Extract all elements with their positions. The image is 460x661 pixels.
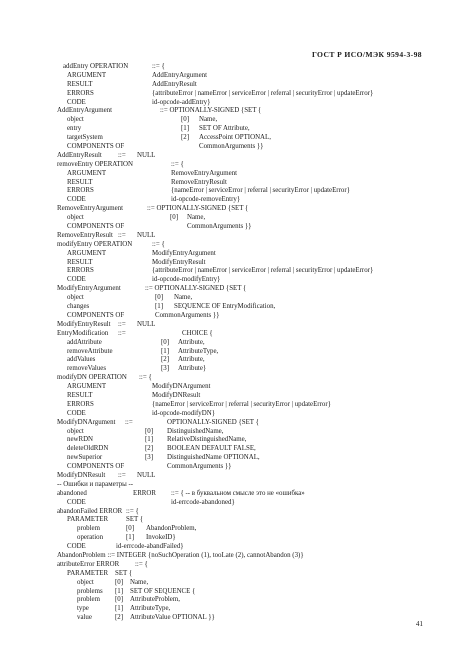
- code-token: AddEntryArgument: [57, 107, 112, 115]
- code-line: [57, 63, 437, 72]
- code-token: newRDN: [67, 436, 94, 444]
- code-line: [57, 588, 437, 597]
- code-token: addAttribute: [67, 338, 102, 346]
- code-token: [0]: [115, 596, 124, 604]
- code-token: SET OF SEQUENCE {: [130, 587, 196, 595]
- code-line: [57, 481, 437, 490]
- code-token: RemoveEntryArgument: [171, 169, 238, 177]
- code-line: [57, 508, 437, 517]
- code-token: ERRORS: [67, 89, 94, 97]
- code-line: [57, 401, 437, 410]
- code-token: ModifyEntryArgument: [152, 249, 216, 257]
- code-line: [57, 179, 437, 188]
- code-token: ::=: [118, 471, 126, 479]
- code-line: [57, 134, 437, 143]
- code-token: CommonArguments }}: [187, 223, 252, 231]
- code-token: ARGUMENT: [67, 169, 107, 177]
- code-token: object: [67, 427, 84, 435]
- code-line: [57, 294, 437, 303]
- code-token: AttributeType,: [130, 605, 171, 613]
- code-line: [57, 303, 437, 312]
- code-line: [57, 152, 437, 161]
- code-line: [57, 214, 437, 223]
- code-line: [57, 445, 437, 454]
- code-line: [57, 161, 437, 170]
- code-token: [2]: [115, 614, 124, 622]
- code-token: ::=: [118, 151, 126, 159]
- code-token: RemoveEntryArgument: [57, 205, 124, 213]
- code-line: [57, 534, 437, 543]
- code-line: [57, 107, 437, 116]
- code-token: AddEntryResult: [57, 151, 102, 159]
- code-token: ::= OPTIONALLY-SIGNED {SET {: [160, 107, 262, 115]
- code-token: ModifyEntryResult: [152, 258, 206, 266]
- code-token: CODE: [67, 276, 86, 284]
- code-token: {attributeError | nameError | serviceError | referral | securityError | updateError}: [152, 267, 374, 275]
- code-token: CODE: [67, 98, 86, 106]
- code-token: [1]: [126, 534, 135, 542]
- code-token: CommonArguments }}: [199, 143, 264, 151]
- code-token: ::= {: [139, 374, 152, 382]
- code-line: [57, 561, 437, 570]
- code-line: [57, 72, 437, 81]
- code-token: [2]: [161, 356, 170, 364]
- code-token: abandoned: [57, 489, 87, 497]
- code-line: [57, 348, 437, 357]
- code-line: [57, 170, 437, 179]
- code-token: AbandonProblem ::= INTEGER {noSuchOperation (1), tooLate (2), cannotAbandon (3)}: [57, 551, 304, 559]
- code-token: ::=: [118, 320, 126, 328]
- code-line: [57, 392, 437, 401]
- code-token: [1]: [115, 587, 124, 595]
- code-line: [57, 99, 437, 108]
- code-token: CommonArguments }}: [155, 311, 220, 319]
- code-token: [0]: [126, 525, 135, 533]
- code-token: COMPONENTS OF: [67, 311, 125, 319]
- code-token: InvokeID}: [146, 534, 176, 542]
- page-number: 41: [415, 620, 423, 628]
- code-token: ARGUMENT: [67, 71, 107, 79]
- code-token: [0]: [170, 214, 179, 222]
- code-line: [57, 241, 437, 250]
- code-line: [57, 312, 437, 321]
- code-line: [57, 374, 437, 383]
- code-token: SET {: [115, 569, 133, 577]
- code-token: [1]: [181, 125, 190, 133]
- code-token: id-errcode-abandoned}: [171, 498, 235, 506]
- code-token: object: [77, 578, 94, 586]
- code-line: [57, 516, 437, 525]
- code-token: problems: [77, 587, 103, 595]
- code-token: ModifyDNArgument: [57, 418, 116, 426]
- code-line: [57, 125, 437, 134]
- asn1-listing: [57, 63, 437, 623]
- code-token: RESULT: [67, 80, 93, 88]
- code-line: [57, 250, 437, 259]
- document-header: ГОСТ Р ИСО/МЭК 9594-3-98: [312, 50, 422, 59]
- code-line: [57, 436, 437, 445]
- code-line: [57, 419, 437, 428]
- code-token: CODE: [67, 196, 86, 204]
- code-token: Name,: [199, 116, 218, 124]
- code-token: [1]: [155, 303, 164, 311]
- code-token: ::= {: [126, 507, 139, 515]
- code-token: ::= { -- в буквальном смысле это не «ошибка»: [171, 489, 305, 497]
- code-token: [0]: [181, 116, 190, 124]
- code-token: ModifyDNArgument: [152, 383, 211, 391]
- code-token: object: [67, 116, 84, 124]
- code-line: [57, 463, 437, 472]
- code-line: [57, 259, 437, 268]
- code-token: ModifyDNResult: [57, 471, 106, 479]
- code-token: AddEntryArgument: [152, 71, 207, 79]
- code-token: attributeError ERROR: [57, 560, 120, 568]
- code-token: ::=: [118, 329, 126, 337]
- code-token: ::= {: [152, 240, 165, 248]
- code-token: addEntry OPERATION: [63, 63, 129, 70]
- code-line: [57, 525, 437, 534]
- code-token: id-opcode-addEntry}: [152, 98, 211, 106]
- code-line: [57, 223, 437, 232]
- code-token: value: [77, 614, 92, 622]
- code-token: ::= OPTIONALLY-SIGNED {SET {: [147, 205, 249, 213]
- code-token: AccessPoint OPTIONAL,: [199, 134, 271, 142]
- code-line: [57, 579, 437, 588]
- code-line: [57, 81, 437, 90]
- code-token: deleteOldRDN: [67, 445, 109, 453]
- code-token: ModifyEntryArgument: [57, 285, 121, 293]
- code-token: AttributeValue OPTIONAL }}: [130, 614, 215, 622]
- code-token: EntryModification: [57, 329, 109, 337]
- code-token: NULL: [137, 471, 156, 479]
- code-token: removeAttribute: [67, 347, 113, 355]
- code-token: AttributeProblem,: [130, 596, 180, 604]
- code-token: modifyDN OPERATION: [57, 374, 127, 382]
- code-line: [57, 499, 437, 508]
- code-token: ::= {: [171, 160, 184, 168]
- code-line: [57, 116, 437, 125]
- code-line: [57, 596, 437, 605]
- code-token: SET OF Attribute,: [199, 125, 250, 133]
- code-token: [0]: [155, 294, 164, 302]
- code-token: id-errcode-abandFailed}: [116, 543, 184, 551]
- code-token: [0]: [145, 427, 154, 435]
- code-token: ERRORS: [67, 267, 94, 275]
- code-line: [57, 143, 437, 152]
- code-line: [57, 365, 437, 374]
- code-line: [57, 90, 437, 99]
- code-line: [57, 543, 437, 552]
- code-token: ERROR: [133, 489, 156, 497]
- code-token: COMPONENTS OF: [67, 463, 125, 471]
- code-token: [2]: [181, 134, 190, 142]
- code-token: RESULT: [67, 258, 93, 266]
- code-token: ::= OPTIONALLY-SIGNED {SET {: [145, 285, 247, 293]
- code-token: [0]: [161, 338, 170, 346]
- code-token: Name,: [187, 214, 206, 222]
- code-token: DistinguishedName OPTIONAL,: [167, 454, 260, 462]
- code-token: problem: [77, 596, 100, 604]
- code-token: entry: [67, 125, 82, 133]
- code-token: object: [67, 294, 84, 302]
- code-token: Name,: [174, 294, 193, 302]
- code-token: -- Ошибки и параметры --: [57, 480, 134, 488]
- code-line: [57, 570, 437, 579]
- code-token: {nameError | serviceError | referral | securityError | updateError}: [171, 187, 350, 195]
- code-token: PARAMETER: [67, 516, 109, 524]
- code-line: [57, 552, 437, 561]
- code-line: [57, 187, 437, 196]
- code-token: type: [77, 605, 89, 613]
- code-token: COMPONENTS OF: [67, 223, 125, 231]
- code-token: RelativeDistinguishedName,: [167, 436, 247, 444]
- code-token: RESULT: [67, 391, 93, 399]
- code-line: [57, 321, 437, 330]
- code-token: removeValues: [67, 365, 107, 373]
- code-token: AddEntryResult: [152, 80, 197, 88]
- code-token: id-opcode-modifyEntry}: [152, 276, 221, 284]
- code-token: AttributeType,: [178, 347, 219, 355]
- code-token: CODE: [67, 409, 86, 417]
- code-line: [57, 472, 437, 481]
- code-token: ARGUMENT: [67, 249, 107, 257]
- code-line: [57, 428, 437, 437]
- code-token: RESULT: [67, 178, 93, 186]
- code-token: id-opcode-removeEntry}: [171, 196, 241, 204]
- code-token: ModifyDNResult: [152, 391, 201, 399]
- code-token: NULL: [137, 151, 156, 159]
- code-token: NULL: [137, 231, 156, 239]
- code-line: [57, 285, 437, 294]
- code-token: newSuperior: [67, 454, 103, 462]
- code-line: [57, 205, 437, 214]
- code-token: OPTIONALLY-SIGNED {SET {: [167, 418, 259, 426]
- code-line: [57, 454, 437, 463]
- code-token: CHOICE {: [182, 329, 213, 337]
- code-token: modifyEntry OPERATION: [57, 240, 133, 248]
- code-token: targetSystem: [67, 134, 103, 142]
- code-token: PARAMETER: [67, 569, 109, 577]
- code-token: Attribute,: [178, 356, 205, 364]
- code-token: [2]: [145, 445, 154, 453]
- code-token: removeEntry OPERATION: [57, 160, 133, 168]
- code-token: ::=: [125, 418, 133, 426]
- code-line: [57, 614, 437, 623]
- code-token: addValues: [67, 356, 96, 364]
- code-line: [57, 356, 437, 365]
- code-token: RemoveEntryResult: [171, 178, 227, 186]
- code-token: Attribute,: [178, 338, 205, 346]
- code-line: [57, 196, 437, 205]
- code-token: ::= {: [152, 63, 165, 70]
- code-token: operation: [77, 534, 104, 542]
- code-token: RemoveEntryResult: [57, 231, 113, 239]
- code-token: ::=: [118, 231, 126, 239]
- code-line: [57, 276, 437, 285]
- code-token: [1]: [161, 347, 170, 355]
- code-token: Name,: [130, 578, 149, 586]
- code-token: AbandonProblem,: [146, 525, 197, 533]
- code-token: SEQUENCE OF EntryModification,: [174, 303, 276, 311]
- code-token: ::= {: [135, 560, 148, 568]
- code-token: {nameError | serviceError | referral | securityError | updateError}: [152, 400, 331, 408]
- code-token: ERRORS: [67, 187, 94, 195]
- code-token: problem: [77, 525, 100, 533]
- code-line: [57, 267, 437, 276]
- code-token: COMPONENTS OF: [67, 143, 125, 151]
- code-token: [0]: [115, 578, 124, 586]
- code-line: [57, 490, 437, 499]
- code-token: [1]: [115, 605, 124, 613]
- code-token: changes: [67, 303, 90, 311]
- code-token: CommonArguments }}: [167, 463, 232, 471]
- code-line: [57, 410, 437, 419]
- code-token: ERRORS: [67, 400, 94, 408]
- code-token: id-opcode-modifyDN}: [152, 409, 216, 417]
- code-token: ModifyEntryResult: [57, 320, 111, 328]
- code-line: [57, 339, 437, 348]
- code-token: CODE: [67, 543, 86, 551]
- code-token: abandonFailed ERROR: [57, 507, 123, 515]
- code-token: NULL: [137, 320, 156, 328]
- code-token: [3]: [145, 454, 154, 462]
- code-line: [57, 605, 437, 614]
- code-token: DistinguishedName,: [167, 427, 224, 435]
- code-token: ARGUMENT: [67, 383, 107, 391]
- code-token: BOOLEAN DEFAULT FALSE,: [167, 445, 256, 453]
- code-token: object: [67, 214, 84, 222]
- code-line: [57, 383, 437, 392]
- code-token: CODE: [67, 498, 86, 506]
- code-token: [3]: [161, 365, 170, 373]
- code-token: SET {: [126, 516, 144, 524]
- code-token: Attribute}: [178, 365, 207, 373]
- code-line: [57, 232, 437, 241]
- code-token: [1]: [145, 436, 154, 444]
- code-line: [57, 330, 437, 339]
- code-token: {attributeError | nameError | serviceError | referral | securityError | updateError}: [152, 89, 374, 97]
